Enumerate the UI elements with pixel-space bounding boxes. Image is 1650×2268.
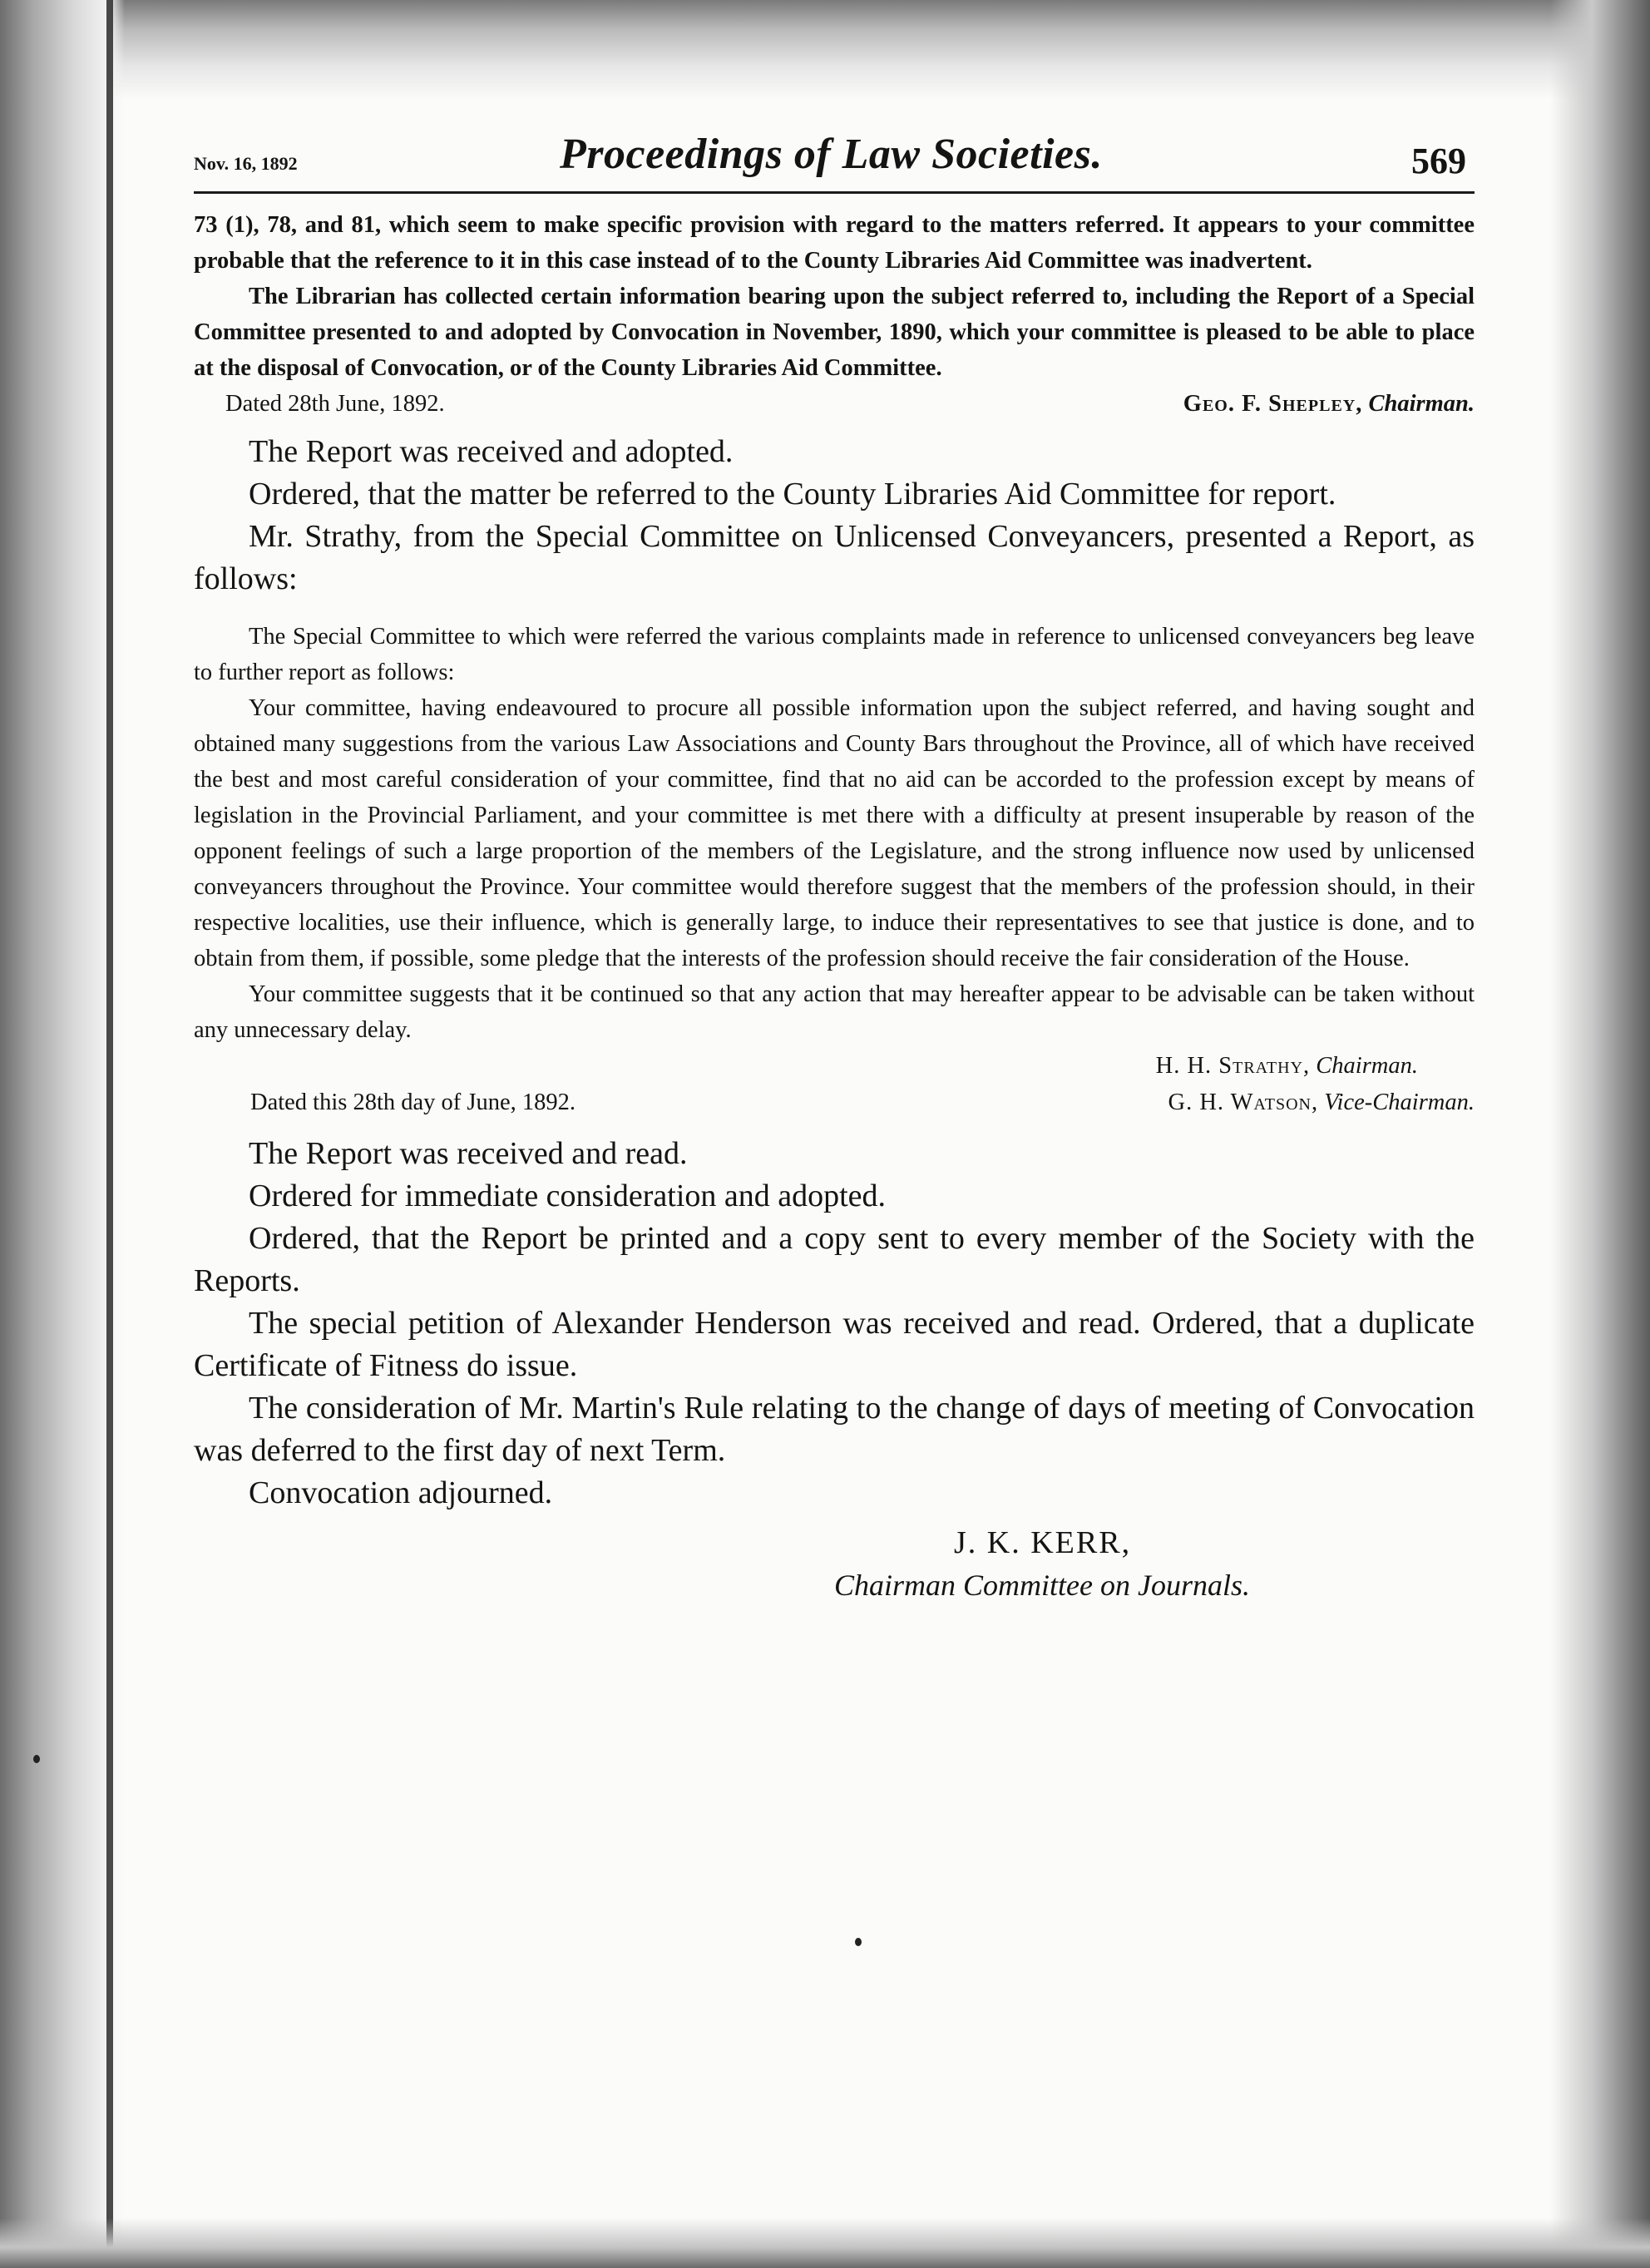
libraries-report-signature bbox=[194, 386, 1475, 422]
signatory bbox=[1168, 1085, 1475, 1120]
print-speck bbox=[33, 1755, 40, 1763]
proceedings-paragraph: The consideration of Mr. Martin's Rule relating to the change of days of meeting of Convocation was deferred to the first day of next Term. bbox=[194, 1391, 1475, 1468]
report-paragraph: Your committee suggests that it be continued so that any action that may hereafter appear to be advisable can be taken without any unnecessary delay. bbox=[194, 981, 1475, 1043]
signatory-title: Chairman. bbox=[1316, 1053, 1418, 1079]
print-speck bbox=[855, 1938, 862, 1946]
proceedings-paragraph: Convocation adjourned. bbox=[249, 1475, 553, 1510]
report-paragraph: 73 (1), 78, and 81, which seem to make specific provision with regard to the matters referred. It appears to your committee probable that the reference to it in this case instead of to the County Libraries Aid Committee was inadvertent. bbox=[194, 212, 1475, 274]
running-head bbox=[194, 125, 1475, 194]
report-paragraph: Your committee, having endeavoured to procure all possible information upon the subject referred, and having sought and obtained many suggestions from the various Law Associations and County Bars throughout the Province, all of which have received the best and most careful consideration of your committee, find that no aid can be accorded to the profession except by means of legislation in the Provincial Parliament, and your committee is met there with a difficulty at present insuperable by reason of the opponent feelings of such a large proportion of the members of the Legislature, and the strong influence now used by unlicensed conveyancers throughout the Province. Your committee would therefore suggest that the members of the profession should, in their respective localities, use their influence, which is generally large, to induce their representatives to see that justice is done, and to obtain from them, if possible, some pledge that the interests of the profession should receive the fair consideration of the House. bbox=[194, 695, 1475, 971]
proceedings-paragraph: The special petition of Alexander Henderson was received and read. Ordered, that a duplicate Certificate of Fitness do issue. bbox=[194, 1306, 1475, 1383]
signatory-name: Geo. F. Shepley, bbox=[1183, 391, 1363, 417]
signatory-name: H. H. Strathy, bbox=[1155, 1053, 1311, 1079]
report-date: Dated this 28th day of June, 1892. bbox=[250, 1090, 576, 1115]
proceedings-paragraph: Ordered, that the matter be referred to the County Libraries Aid Committee for report. bbox=[249, 477, 1336, 511]
page-edge-top bbox=[0, 0, 1650, 100]
page-number: 569 bbox=[1411, 141, 1466, 181]
closing-signature bbox=[194, 1524, 1475, 1611]
signatory-title: Chairman. bbox=[1368, 391, 1475, 417]
signatory bbox=[1183, 386, 1475, 422]
proceedings-section-1 bbox=[194, 431, 1475, 600]
closing-signatory-title: Chairman Committee on Journals. bbox=[834, 1569, 1250, 1602]
report-paragraph: The Special Committee to which were referred the various complaints made in reference to unlicensed conveyancers beg leave to further report as follows: bbox=[194, 624, 1475, 685]
conveyancers-signature-1 bbox=[194, 1048, 1475, 1085]
proceedings-paragraph: The Report was received and read. bbox=[249, 1136, 688, 1171]
header-title: Proceedings of Law Societies. bbox=[560, 131, 1103, 178]
conveyancers-report bbox=[194, 619, 1475, 1048]
signatory-title: Vice-Chairman. bbox=[1324, 1090, 1475, 1115]
proceedings-paragraph: The Report was received and adopted. bbox=[249, 434, 734, 469]
signatory bbox=[1156, 1048, 1418, 1084]
closing-signatory-name: J. K. KERR, bbox=[954, 1525, 1132, 1560]
conveyancers-signature-2 bbox=[194, 1085, 1475, 1121]
page-edge-right bbox=[1550, 0, 1650, 2268]
proceedings-paragraph: Mr. Strathy, from the Special Committee on Unlicensed Conveyancers, presented a Report, as follows: bbox=[194, 519, 1475, 596]
signatory-name: G. H. Watson, bbox=[1168, 1090, 1319, 1115]
proceedings-paragraph: Ordered for immediate consideration and adopted. bbox=[249, 1178, 887, 1213]
proceedings-paragraph: Ordered, that the Report be printed and a copy sent to every member of the Society with the Reports. bbox=[194, 1221, 1475, 1298]
page-content bbox=[194, 125, 1475, 1611]
report-date: Dated 28th June, 1892. bbox=[225, 391, 445, 417]
report-paragraph: The Librarian has collected certain information bearing upon the subject referred to, including the Report of a Special Committee presented to and adopted by Convocation in November, 1890, which your committee is pleased to be able to place at the disposal of Convocation, or of the County Libraries Aid Committee. bbox=[194, 284, 1475, 381]
binding-shadow bbox=[106, 0, 113, 2268]
header-date: Nov. 16, 1892 bbox=[194, 153, 298, 174]
libraries-report bbox=[194, 207, 1475, 386]
page-edge-bottom bbox=[0, 2218, 1650, 2268]
proceedings-section-2 bbox=[194, 1133, 1475, 1514]
